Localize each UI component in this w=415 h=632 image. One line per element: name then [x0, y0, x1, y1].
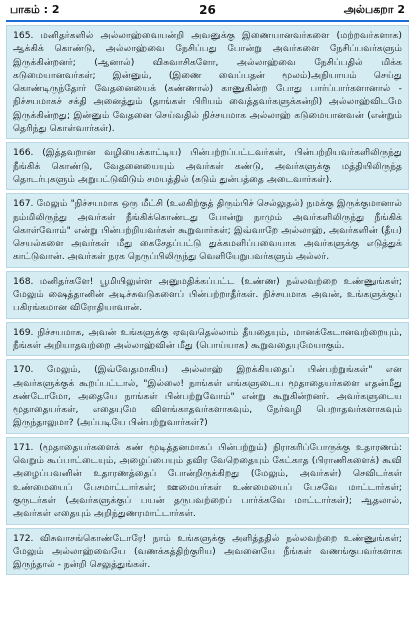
verse-167: 167. மேலும் "நிச்சயமாக ஒரு மீட்சி (உலகிற்குத் திரும்பிச் செல்லுதல்) நமக்கு இருக்குமானால் நம்மிலிருந்து அவர்கள் நீங்கிக்கொண்டது போன்று நாமும் அவர்களிலிருந்து நீங்கிக் கொள்வோம்" என்று பின்பற்றியவர்கள் கூறுவார்கள்; இவ்வாறே அல்லாஹ், அவர்களின் (தீய) செயல்களை அவர்கள் மீது கைசேதப்பட்டு துக்கமளிப்பவையாக அவர்களுக்கு எடுத்துக் காட்டுவான். அவர்கள் நரக நெருப்பிலிருந்து வெளியேறுபவர்களும் அல்லர்.: [6, 193, 409, 267]
verse-172: 172. விசுவாசங்கொண்டோரே! நாம் உங்களுக்கு அளித்ததில் நல்லவற்றை உண்ணுங்கள்; மேலும் அல்லாஹ்வையே (வணக்கத்திற்குரிய) அவனையே நீங்கள் வணங்குபவர்களாக இருந்தால் - நன்றி செலுத்துங்கள்.: [6, 528, 409, 576]
verse-170: 170. மேலும், (இவ்வேதமாகிய) அல்லாஹ் இறக்கியதைப் பின்பற்றுங்கள்" என அவர்களுக்குக் கூறப்பட்டால், "இல்லை! நாங்கள் எங்களுடைய மூதாதையர்களை எதன்மீது கண்டோமோ, அதையே நாங்கள் பின்பற்றுவோம்" என்று கூறுகின்றனர். அவர்களுடைய மூதாதையர்கள், எதையுமே விளங்காதவர்களாகவும், நேர்வழி பெறாதவர்களாகவும் இருந்தாலுமா? (அப்படியே பின்பற்றுவார்கள்?): [6, 359, 409, 433]
verse-165: 165. மனிதர்களில் அல்லாஹ்வையன்றி அவனுக்கு இணையானவர்களை (மற்றவர்களாக) ஆக்கிக் கொண்டு, அல்லாஹ்வை நேசிப்பது போன்று அவர்களை நேசிப்பவர்களும் இருக்கின்றனர்; (ஆனால்) விசுவாசிகளோ, அல்லாஹ்வை நேசிப்பதில் மிக்க கடுமையானவர்கள்; இன்னும், (இணை வைப்பதன் மூலம்)அநியாயம் செய்து கொண்டிருந்தோர் வேதனையைக் (கண்ணால்) காணுகின்ற போது பார்ப்பார்களானால் - நிச்சயமாகச் சக்தி அனைத்தும் (தாங்கள் பிரியம் வைத்தவர்களுக்கன்றி) அல்லாஹ்விடமே இருக்கின்றது; இன்னும் வேதனை செய்வதில் நிச்சயமாக அல்லாஹ் கடுமையானவன் (என்றும் தெரிந்து கொள்வார்கள்).: [6, 25, 409, 139]
verse-169: 169. நிச்சயமாக, அவன் உங்களுக்கு ஏவுவதெல்லாம் தீயதையும், மானக்கேடானவற்றையும், நீங்கள் அறியாதவற்றை அல்லாஹ்வின் மீது (பொய்யாக) கூறுவதையுமேயாகும்.: [6, 322, 409, 357]
page-number: 26: [199, 3, 216, 17]
verse-166: 166. (இத்தவறான வழியைக்காட்டிய) பின்பற்றப்பட்டவர்கள், பின்பற்றியவர்களிலிருந்து நீங்கிக் கொண்டு, வேதனையையும் அவர்கள் கண்டு, அவர்களுக்கு மத்தியிலிருந்த தொடர்புகளும் அறுபட்டுவிடும் சமயத்தில் (கடும் துன்பத்தை அடைவார்கள்).: [6, 142, 409, 190]
page-header: [6, 0, 409, 20]
verse-168: 168. மனிதர்களே! பூமியிலுள்ள அனுமதிக்கப்பட்ட (உண்ண) நல்லவற்றை உண்ணுங்கள்; மேலும் ஷைத்தானின் அடிச்சுவடுகளைப் பின்பற்றாதீர்கள். நிச்சயமாக அவன், உங்களுக்குப் பகிரங்கமான விரோதியாவான்.: [6, 271, 409, 319]
header-divider: [6, 20, 409, 22]
surah-label: அல்பகறா 2: [343, 2, 405, 16]
part-label: பாகம் : 2: [10, 2, 60, 16]
verse-171: 171. (மூதாதையர்களைக் கண் மூடித்தனமாகப் பின்பற்றும்) நிராகரிப்போருக்கு உதாரணம்: வெறும் கூப்பாட்டையும், அழைப்பையும் தவிர வேறெதையும் கேட்காத (பிராணிகளைக்) கூவி அழைப்பவனின் உதாரணத்தைப் போன்றிருக்கிறது (மேலும், அவர்கள்) செவிடர்கள் உண்மையைப் பேசமாட்டார்கள்; ஊமையர்கள் உண்மையைப் பேசவே மாட்டார்கள்; குருடர்கள் (அவர்களுக்குப் பயன் தருபவற்றைப் பார்க்கவே மாட்டார்கள்); ஆதலால், அவர்கள் எதையும் அறிந்துணரமாட்டார்கள்.: [6, 437, 409, 525]
